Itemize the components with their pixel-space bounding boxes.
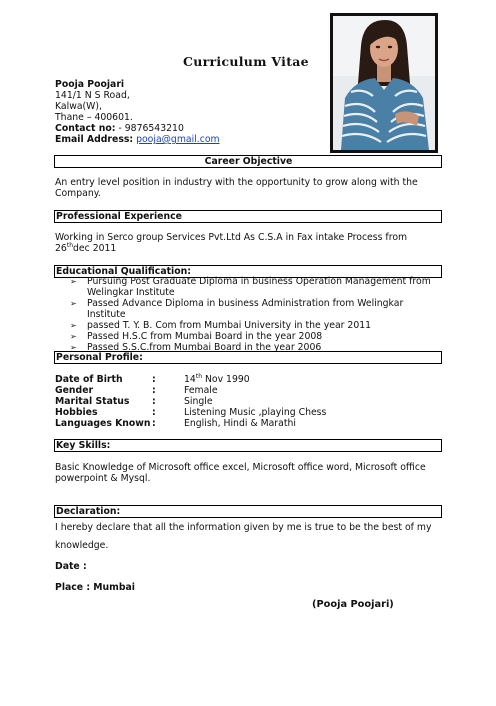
declaration-heading-text: Declaration: — [56, 506, 121, 517]
experience-heading-text: Professional Experience — [56, 211, 182, 222]
section-heading-declaration — [54, 505, 442, 518]
dob-label: Date of Birth — [55, 374, 123, 385]
education-item-text: Passed Advance Diploma in business Administration from Welingkar Institute — [87, 298, 404, 320]
career-text: An entry level position in industry with the opportunity to grow along with the Company. — [55, 177, 418, 199]
section-heading-profile — [54, 351, 442, 364]
experience-text — [55, 232, 437, 254]
profile-photo — [330, 13, 438, 153]
phone-label: Contact no: — [55, 123, 116, 134]
dob-value — [184, 374, 250, 385]
dob-day: 14 — [184, 374, 196, 385]
address-line-2: Kalwa(W), — [55, 101, 102, 112]
dob-rest: Nov 1990 — [202, 374, 250, 385]
email-row — [55, 134, 220, 145]
colon: : — [152, 418, 156, 429]
skills-text: Basic Knowledge of Microsoft office excel, Microsoft office word, Microsoft office powerpoint & Mysql. — [55, 462, 426, 484]
arrow-bullet-icon: ➢ — [70, 343, 77, 352]
education-item-text: Pursuing Post Graduate Diploma in business Operation Management from Welingkar Institute — [87, 276, 431, 298]
experience-text-end: dec 2011 — [73, 243, 117, 254]
colon: : — [152, 374, 156, 385]
section-heading-experience — [54, 210, 442, 223]
arrow-bullet-icon: ➢ — [70, 299, 77, 308]
email-label: Email Address: — [55, 134, 134, 145]
experience-sup: th — [66, 242, 73, 249]
arrow-bullet-icon: ➢ — [70, 321, 77, 330]
arrow-bullet-icon: ➢ — [70, 332, 77, 341]
colon: : — [152, 385, 156, 396]
education-list — [70, 276, 442, 353]
page-title: Curriculum Vitae — [183, 54, 309, 69]
education-item-text: passed T. Y. B. Com from Mumbai University in the year 2011 — [87, 320, 372, 331]
dob-sup: th — [195, 373, 202, 380]
education-item-text: Passed H.S.C from Mumbai Board in the year 2008 — [87, 331, 323, 342]
list-item — [70, 298, 442, 320]
contact-block — [55, 79, 220, 145]
date-label: Date : — [55, 561, 87, 572]
list-item — [70, 320, 442, 331]
colon: : — [152, 407, 156, 418]
marital-value: Single — [184, 396, 213, 407]
hobbies-value: Listening Music ,playing Chess — [184, 407, 327, 418]
gender-value: Female — [184, 385, 218, 396]
section-heading-career — [54, 155, 442, 168]
profile-heading-text: Personal Profile: — [56, 352, 143, 363]
phone-row — [55, 123, 220, 134]
career-heading-text: Career Objective — [204, 156, 293, 167]
declaration-line-2: knowledge. — [55, 540, 109, 551]
education-item-text: Passed S.S.C.from Mumbai Board in the year 2006 — [87, 342, 322, 353]
experience-text-main: Working in Serco group Services Pvt.Ltd As C.S.A in Fax intake Process from 26 — [55, 232, 408, 254]
languages-value: English, Hindi & Marathi — [184, 418, 296, 429]
hobbies-label: Hobbies — [55, 407, 98, 418]
declaration-line-1: I hereby declare that all the information given by me is true to be the best of my — [55, 522, 432, 533]
marital-label: Marital Status — [55, 396, 130, 407]
address-line-3: Thane – 400601. — [55, 112, 133, 123]
education-heading-text: Educational Qualification: — [56, 266, 191, 277]
section-heading-skills — [54, 439, 442, 452]
address-line-1: 141/1 N S Road, — [55, 90, 130, 101]
arrow-bullet-icon: ➢ — [70, 277, 77, 286]
colon: : — [152, 396, 156, 407]
candidate-name: Pooja Poojari — [55, 79, 125, 90]
skills-heading-text: Key Skills: — [56, 440, 111, 451]
languages-label: Languages Known — [55, 418, 151, 429]
list-item — [70, 331, 442, 342]
place-label: Place : Mumbai — [55, 582, 135, 593]
list-item — [70, 276, 442, 298]
email-link[interactable]: pooja@gmail.com — [136, 134, 220, 145]
gender-label: Gender — [55, 385, 94, 396]
signature: (Pooja Poojari) — [312, 599, 394, 610]
phone-value: - 9876543210 — [115, 123, 184, 134]
